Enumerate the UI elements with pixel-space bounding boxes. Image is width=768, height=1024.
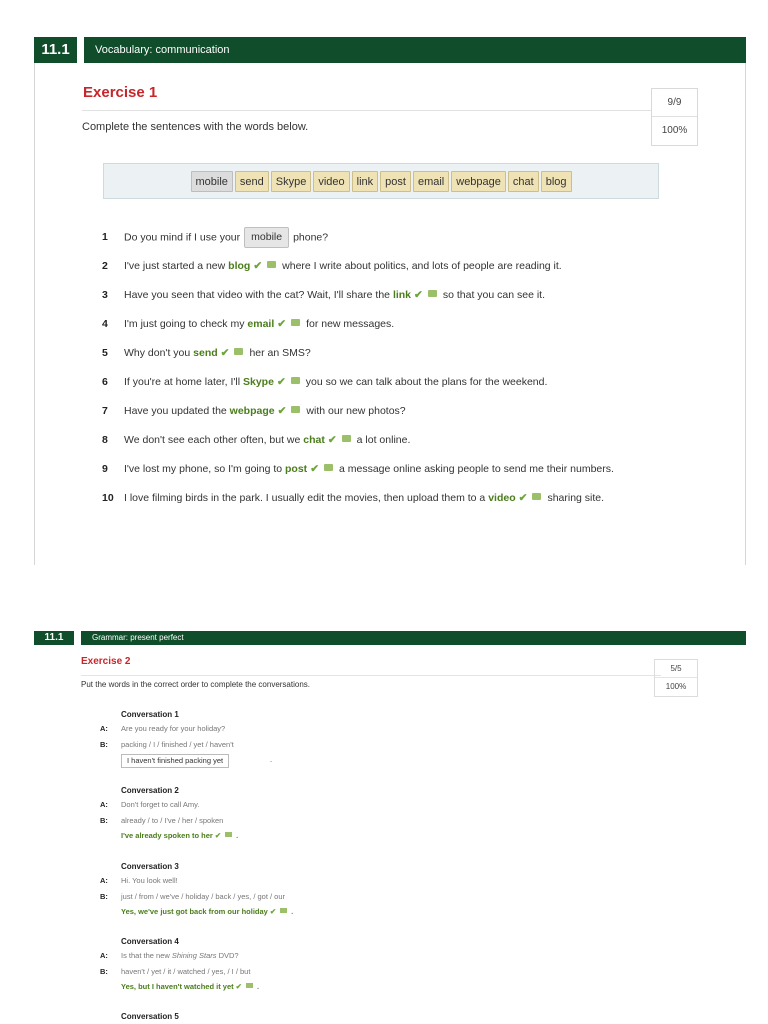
- sentence-text: I'm just going to check my: [124, 318, 245, 330]
- line-b: [100, 891, 700, 903]
- word-chip-blog[interactable]: blog: [541, 171, 572, 192]
- speaker-label: B:: [100, 816, 108, 825]
- score-box: [654, 659, 698, 697]
- sentence-text: Have you seen that video with the cat? Wait, I'll share the: [124, 289, 391, 301]
- feedback-icon[interactable]: [234, 348, 243, 355]
- exercise-title: Exercise 1: [83, 84, 158, 101]
- word-prompt: already / to / I've / her / spoken: [121, 816, 224, 825]
- period: .: [256, 982, 260, 991]
- check-icon: ✔: [220, 347, 230, 359]
- line-text: Are you ready for your holiday?: [121, 724, 226, 733]
- answer-line: [121, 831, 238, 840]
- instruction: Put the words in the correct order to complete the conversations.: [81, 680, 311, 689]
- feedback-icon[interactable]: [342, 435, 351, 442]
- item-number: 5: [102, 347, 108, 359]
- correct-answer: Yes, we've just got back from our holiday: [121, 907, 268, 916]
- conversation-title: Conversation 5: [121, 1012, 179, 1021]
- line-a: [100, 799, 700, 811]
- word-prompt: just / from / we've / holiday / back / yes, / got / our: [121, 892, 286, 901]
- word-prompt: packing / I / finished / yet / haven't: [121, 740, 234, 749]
- correct-answer: post: [285, 463, 308, 475]
- sentence-text: a message online asking people to send me their numbers.: [339, 463, 614, 475]
- line-text: Is that the new: [121, 951, 170, 960]
- sentence-text: Have you updated the: [124, 405, 227, 417]
- feedback-icon[interactable]: [225, 832, 232, 837]
- correct-answer: webpage: [229, 405, 275, 417]
- sentence-text: her an SMS?: [249, 347, 311, 359]
- item-number: 3: [102, 289, 108, 301]
- item-number: 6: [102, 376, 108, 388]
- sentence-text: phone?: [293, 231, 329, 244]
- item-number: 4: [102, 318, 108, 330]
- sentence-item: [102, 459, 702, 488]
- sentence-text: a lot online.: [356, 434, 411, 446]
- answer-line: [121, 982, 259, 991]
- word-bank: [103, 163, 659, 199]
- sentence-text: so that you can see it.: [442, 289, 545, 301]
- sentence-item: [102, 256, 702, 285]
- speaker-label: B:: [100, 740, 108, 749]
- score-percent: 100%: [652, 116, 697, 144]
- sentence-text: We don't see each other often, but we: [124, 434, 301, 446]
- correct-answer: email: [247, 318, 275, 330]
- feedback-icon[interactable]: [428, 290, 437, 297]
- conversation-title: Conversation 3: [121, 862, 179, 871]
- sentence-text: with our new photos?: [306, 405, 406, 417]
- sentence-text: where I write about politics, and lots of people are reading it.: [282, 260, 562, 272]
- section-header: Grammar: present perfect: [81, 631, 746, 645]
- instruction: Complete the sentences with the words below.: [82, 121, 309, 133]
- unit-number: 11.1: [34, 631, 74, 645]
- score-percent: 100%: [655, 677, 697, 695]
- line-a: [100, 723, 700, 735]
- correct-answer: Yes, but I haven't watched it yet: [121, 982, 234, 991]
- divider: [82, 110, 682, 111]
- correct-answer: video: [488, 492, 516, 504]
- correct-answer: I've already spoken to her: [121, 831, 213, 840]
- word-chip-link[interactable]: link: [352, 171, 379, 192]
- word-chip-chat[interactable]: chat: [508, 171, 539, 192]
- exercise-1-panel: [34, 37, 746, 565]
- line-text: DVD?: [218, 951, 239, 960]
- word-chip-email[interactable]: email: [413, 171, 449, 192]
- period: .: [236, 831, 239, 840]
- check-icon: ✔: [214, 831, 222, 840]
- divider: [81, 675, 661, 676]
- line-b: [100, 966, 700, 978]
- sentence-item: [102, 430, 702, 459]
- speaker-label: A:: [100, 951, 108, 960]
- correct-answer: link: [392, 289, 412, 301]
- line-b: [100, 815, 700, 827]
- check-icon: ✔: [277, 405, 287, 417]
- feedback-icon[interactable]: [291, 406, 300, 413]
- feedback-icon[interactable]: [291, 377, 300, 384]
- speaker-label: A:: [100, 800, 108, 809]
- word-chip-send[interactable]: send: [235, 171, 269, 192]
- line-text: Don't forget to call Amy.: [121, 800, 200, 809]
- correct-answer: chat: [303, 434, 325, 446]
- check-icon: ✔: [235, 982, 242, 991]
- item-number: 2: [102, 260, 108, 272]
- item-number: 9: [102, 463, 108, 475]
- check-icon: ✔: [310, 463, 319, 475]
- item-number: 8: [102, 434, 108, 446]
- speaker-label: A:: [100, 876, 108, 885]
- correct-answer: send: [193, 347, 218, 359]
- feedback-icon[interactable]: [324, 464, 333, 471]
- sentence-item: [102, 285, 702, 314]
- check-icon: ✔: [414, 289, 423, 301]
- conversation-title: Conversation 2: [121, 786, 179, 795]
- feedback-icon[interactable]: [267, 261, 276, 268]
- answer-input[interactable]: I haven't finished packing yet: [121, 754, 229, 768]
- exercise-title: Exercise 2: [81, 656, 131, 667]
- conversation-title: Conversation 4: [121, 937, 179, 946]
- answer-line: [121, 907, 293, 916]
- sentence-item: [102, 401, 702, 430]
- sentence-item: [102, 488, 702, 517]
- answer-slot[interactable]: mobile: [244, 227, 289, 248]
- speaker-label: B:: [100, 967, 108, 976]
- sentence-text: I've just started a new: [124, 260, 226, 272]
- line-a: [100, 875, 700, 887]
- sentence-item: [102, 227, 702, 256]
- sentence-text: I love filming birds in the park. I usually edit the movies, then upload them to a: [124, 492, 486, 504]
- period: .: [270, 755, 273, 764]
- feedback-icon[interactable]: [246, 983, 253, 988]
- line-b: [100, 739, 700, 751]
- sentence-text: If you're at home later, I'll: [124, 376, 241, 388]
- sentence-item: [102, 314, 702, 343]
- check-icon: ✔: [276, 376, 286, 388]
- item-number: 10: [102, 492, 114, 504]
- check-icon: ✔: [269, 907, 277, 916]
- word-prompt: haven't / yet / it / watched / yes, / I / but: [121, 967, 251, 976]
- sentence-text: for new messages.: [306, 318, 395, 330]
- correct-answer: Skype: [243, 376, 274, 388]
- unit-number: 11.1: [34, 37, 77, 63]
- speaker-label: A:: [100, 724, 108, 733]
- word-chip-video[interactable]: video: [313, 171, 349, 192]
- dvd-title: Shining Stars: [171, 951, 217, 960]
- conversation-title: Conversation 1: [121, 710, 179, 719]
- sentence-list: [102, 227, 702, 517]
- exercise-2-panel: [34, 631, 746, 1024]
- feedback-icon[interactable]: [291, 319, 300, 326]
- sentence-text: Why don't you: [124, 347, 191, 359]
- word-chip-mobile[interactable]: mobile: [191, 171, 233, 192]
- correct-answer: blog: [228, 260, 251, 272]
- item-number: 7: [102, 405, 108, 417]
- feedback-icon[interactable]: [532, 493, 541, 500]
- score-box: [651, 88, 698, 146]
- item-number: 1: [102, 231, 108, 244]
- score: 5/5: [670, 664, 682, 673]
- sentence-text: you so we can talk about the plans for the weekend.: [305, 376, 548, 388]
- check-icon: ✔: [327, 434, 337, 446]
- section-header: Vocabulary: communication: [84, 37, 746, 63]
- sentence-text: I've lost my phone, so I'm going to: [124, 463, 283, 475]
- sentence-item: [102, 372, 702, 401]
- period: .: [291, 907, 294, 916]
- word-chip-webpage[interactable]: webpage: [451, 171, 506, 192]
- word-chip-skype[interactable]: Skype: [271, 171, 312, 192]
- check-icon: ✔: [518, 492, 528, 504]
- sentence-item: [102, 343, 702, 372]
- sentence-text: Do you mind if I use your: [124, 231, 241, 244]
- word-chip-post[interactable]: post: [380, 171, 411, 192]
- check-icon: ✔: [253, 260, 263, 272]
- line-a: [100, 950, 700, 962]
- speaker-label: B:: [100, 892, 108, 901]
- line-text: Hi. You look well!: [121, 876, 178, 885]
- sentence-text: sharing site.: [547, 492, 605, 504]
- feedback-icon[interactable]: [280, 908, 287, 913]
- score: 9/9: [667, 97, 682, 108]
- check-icon: ✔: [277, 318, 287, 330]
